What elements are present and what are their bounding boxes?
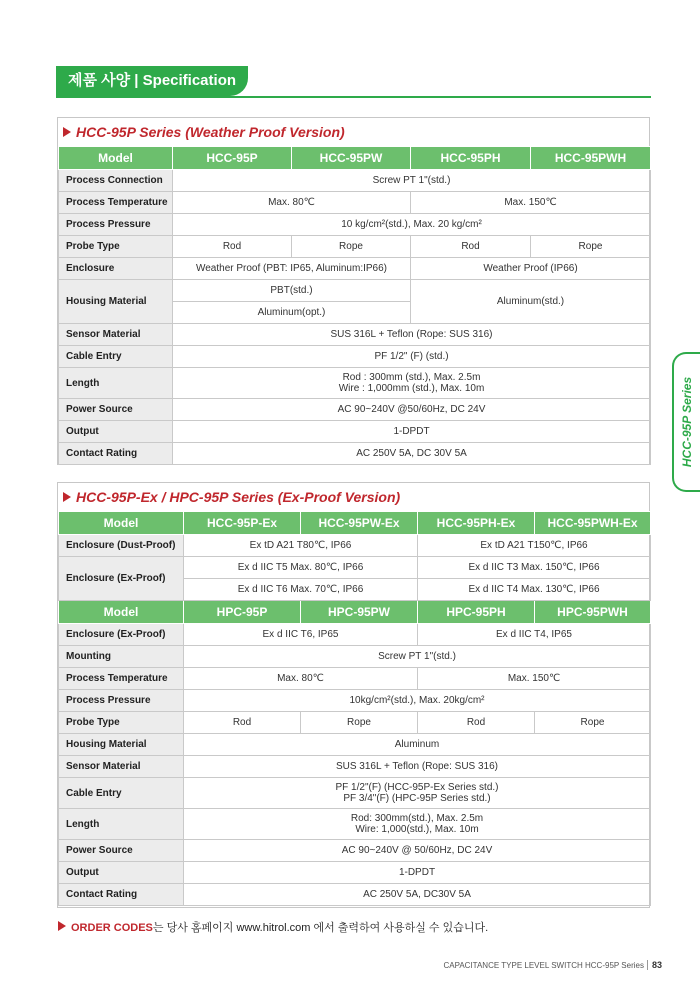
table-row bbox=[59, 734, 651, 756]
row-label: Housing Material bbox=[59, 280, 173, 324]
row-value: AC 250V 5A, DC30V 5A bbox=[184, 884, 651, 906]
order-codes-label: ORDER CODES bbox=[71, 922, 153, 934]
row-label: Power Source bbox=[59, 399, 173, 421]
row-value: SUS 316L + Teflon (Rope: SUS 316) bbox=[184, 756, 651, 778]
table-row bbox=[59, 214, 651, 236]
table-row bbox=[59, 712, 651, 734]
row-value: AC 90~240V @50/60Hz, DC 24V bbox=[173, 399, 651, 421]
row-label: Probe Type bbox=[59, 236, 173, 258]
model-name: HPC-95PWH bbox=[535, 601, 651, 624]
row-value: 1-DPDT bbox=[173, 421, 651, 443]
row-label: Length bbox=[59, 809, 184, 840]
row-label: Process Temperature bbox=[59, 192, 173, 214]
page-header-title: 제품 사양 | Specification bbox=[56, 66, 248, 96]
row-label: Contact Rating bbox=[59, 884, 184, 906]
model-name: HCC-95PWH-Ex bbox=[535, 512, 651, 535]
side-tab-label: HCC-95P Series bbox=[680, 376, 694, 468]
row-value: 1-DPDT bbox=[184, 862, 651, 884]
page-number: 83 bbox=[647, 960, 662, 970]
table-row bbox=[59, 809, 651, 840]
table-row bbox=[59, 624, 651, 646]
row-label: Process Temperature bbox=[59, 668, 184, 690]
row-value: Ex d IIC T5 Max. 80℃, IP66 bbox=[184, 557, 418, 579]
table-row bbox=[59, 778, 651, 809]
side-series-tab bbox=[672, 352, 700, 492]
row-value: Rod bbox=[173, 236, 292, 258]
order-codes-text: 는 당사 홈페이지 www.hitrol.com 에서 출력하여 사용하실 수 있습니다. bbox=[152, 922, 489, 934]
model-header-row bbox=[59, 147, 651, 170]
row-label: Process Pressure bbox=[59, 690, 184, 712]
row-label: Contact Rating bbox=[59, 443, 173, 465]
model-name: HPC-95P bbox=[184, 601, 301, 624]
row-label: Process Pressure bbox=[59, 214, 173, 236]
row-value: Rope bbox=[531, 236, 651, 258]
table-row bbox=[59, 258, 651, 280]
spec-table bbox=[58, 146, 651, 465]
row-value: Ex d IIC T6 Max. 70℃, IP66 bbox=[184, 579, 418, 601]
row-label: Enclosure bbox=[59, 258, 173, 280]
row-label: Enclosure (Dust-Proof) bbox=[59, 535, 184, 557]
table-row bbox=[59, 646, 651, 668]
section-title bbox=[58, 483, 649, 511]
row-value: AC 250V 5A, DC 30V 5A bbox=[173, 443, 651, 465]
row-value: 10 kg/cm²(std.), Max. 20 kg/cm² bbox=[173, 214, 651, 236]
row-label: Enclosure (Ex-Proof) bbox=[59, 624, 184, 646]
table-row bbox=[59, 346, 651, 368]
value-line: Rod : 300mm (std.), Max. 2.5m bbox=[342, 372, 481, 383]
model-header-row bbox=[59, 601, 651, 624]
value-line: Rod: 300mm(std.), Max. 2.5m bbox=[350, 813, 484, 824]
section-title bbox=[58, 118, 649, 146]
model-name: HCC-95P-Ex bbox=[184, 512, 301, 535]
row-label: Housing Material bbox=[59, 734, 184, 756]
model-label: Model bbox=[59, 512, 184, 535]
model-name: HPC-95PW bbox=[301, 601, 418, 624]
row-label: Process Connection bbox=[59, 170, 173, 192]
row-value: Screw PT 1"(std.) bbox=[173, 170, 651, 192]
row-value: Rope bbox=[535, 712, 651, 734]
row-label: Output bbox=[59, 421, 173, 443]
row-value: Max. 150℃ bbox=[411, 192, 651, 214]
value-line: Wire: 1,000(std.), Max. 10m bbox=[355, 824, 479, 835]
table-row bbox=[59, 324, 651, 346]
spec-section-weather-proof bbox=[57, 117, 650, 465]
model-name: HCC-95P bbox=[173, 147, 292, 170]
row-value bbox=[184, 778, 651, 809]
table-row bbox=[59, 236, 651, 258]
row-value: Aluminum bbox=[184, 734, 651, 756]
row-label: Power Source bbox=[59, 840, 184, 862]
value-line: Wire : 1,000mm (std.), Max. 10m bbox=[338, 383, 485, 394]
table-row bbox=[59, 399, 651, 421]
row-label: Output bbox=[59, 862, 184, 884]
row-label: Sensor Material bbox=[59, 324, 173, 346]
row-value: Ex tD A21 T80℃, IP66 bbox=[184, 535, 418, 557]
spec-section-ex-proof bbox=[57, 482, 650, 908]
table-row bbox=[59, 535, 651, 557]
row-value: Ex d IIC T4 Max. 130℃, IP66 bbox=[418, 579, 651, 601]
row-value: Weather Proof (IP66) bbox=[411, 258, 651, 280]
row-value: Max. 80℃ bbox=[184, 668, 418, 690]
value-line: PF 3/4"(F) (HPC-95P Series std.) bbox=[343, 793, 491, 804]
model-label: Model bbox=[59, 601, 184, 624]
row-value: PBT(std.) bbox=[173, 280, 411, 302]
row-value: Max. 150℃ bbox=[418, 668, 651, 690]
row-value bbox=[173, 368, 651, 399]
page-footer bbox=[443, 960, 662, 970]
model-header-row bbox=[59, 512, 651, 535]
row-value: Aluminum(opt.) bbox=[173, 302, 411, 324]
row-value: Aluminum(std.) bbox=[411, 280, 651, 324]
model-name: HCC-95PWH bbox=[531, 147, 651, 170]
row-label: Cable Entry bbox=[59, 778, 184, 809]
row-value: AC 90~240V @ 50/60Hz, DC 24V bbox=[184, 840, 651, 862]
model-name: HCC-95PW-Ex bbox=[301, 512, 418, 535]
table-row bbox=[59, 557, 651, 579]
model-name: HCC-95PW bbox=[292, 147, 411, 170]
row-value: Weather Proof (PBT: IP65, Aluminum:IP66) bbox=[173, 258, 411, 280]
table-row bbox=[59, 668, 651, 690]
row-value: Screw PT 1"(std.) bbox=[184, 646, 651, 668]
row-value: Ex d IIC T6, IP65 bbox=[184, 624, 418, 646]
table-row bbox=[59, 756, 651, 778]
table-row bbox=[59, 192, 651, 214]
row-label: Sensor Material bbox=[59, 756, 184, 778]
model-name: HPC-95PH bbox=[418, 601, 535, 624]
section-title-text: HCC-95P Series (Weather Proof Version) bbox=[76, 124, 345, 140]
table-row bbox=[59, 690, 651, 712]
row-value: Rope bbox=[301, 712, 418, 734]
row-value: SUS 316L + Teflon (Rope: SUS 316) bbox=[173, 324, 651, 346]
row-label: Probe Type bbox=[59, 712, 184, 734]
table-row bbox=[59, 443, 651, 465]
document-title: CAPACITANCE TYPE LEVEL SWITCH HCC-95P Series bbox=[443, 961, 644, 970]
table-row bbox=[59, 840, 651, 862]
table-row bbox=[59, 170, 651, 192]
row-value: Ex d IIC T3 Max. 150℃, IP66 bbox=[418, 557, 651, 579]
table-row bbox=[59, 368, 651, 399]
value-line: PF 1/2"(F) (HCC-95P-Ex Series std.) bbox=[335, 782, 499, 793]
section-title-text: HCC-95P-Ex / HPC-95P Series (Ex-Proof Version) bbox=[76, 489, 401, 505]
order-codes-note bbox=[58, 919, 488, 935]
row-value: 10kg/cm²(std.), Max. 20kg/cm² bbox=[184, 690, 651, 712]
row-label: Cable Entry bbox=[59, 346, 173, 368]
header-divider bbox=[56, 96, 651, 98]
model-label: Model bbox=[59, 147, 173, 170]
row-value: Rod bbox=[418, 712, 535, 734]
row-value: PF 1/2" (F) (std.) bbox=[173, 346, 651, 368]
row-value: Rope bbox=[292, 236, 411, 258]
row-value: Ex tD A21 T150℃, IP66 bbox=[418, 535, 651, 557]
row-value bbox=[184, 809, 651, 840]
model-name: HCC-95PH bbox=[411, 147, 531, 170]
row-value: Rod bbox=[184, 712, 301, 734]
row-value: Rod bbox=[411, 236, 531, 258]
table-row bbox=[59, 280, 651, 302]
table-row bbox=[59, 884, 651, 906]
triangle-bullet-icon bbox=[63, 492, 71, 502]
triangle-bullet-icon bbox=[63, 127, 71, 137]
row-label: Length bbox=[59, 368, 173, 399]
row-value: Max. 80℃ bbox=[173, 192, 411, 214]
row-label: Enclosure (Ex-Proof) bbox=[59, 557, 184, 601]
row-label: Mounting bbox=[59, 646, 184, 668]
row-value: Ex d IIC T4, IP65 bbox=[418, 624, 651, 646]
spec-table bbox=[58, 511, 651, 906]
model-name: HCC-95PH-Ex bbox=[418, 512, 535, 535]
table-row bbox=[59, 862, 651, 884]
triangle-bullet-icon bbox=[58, 921, 66, 931]
table-row bbox=[59, 421, 651, 443]
